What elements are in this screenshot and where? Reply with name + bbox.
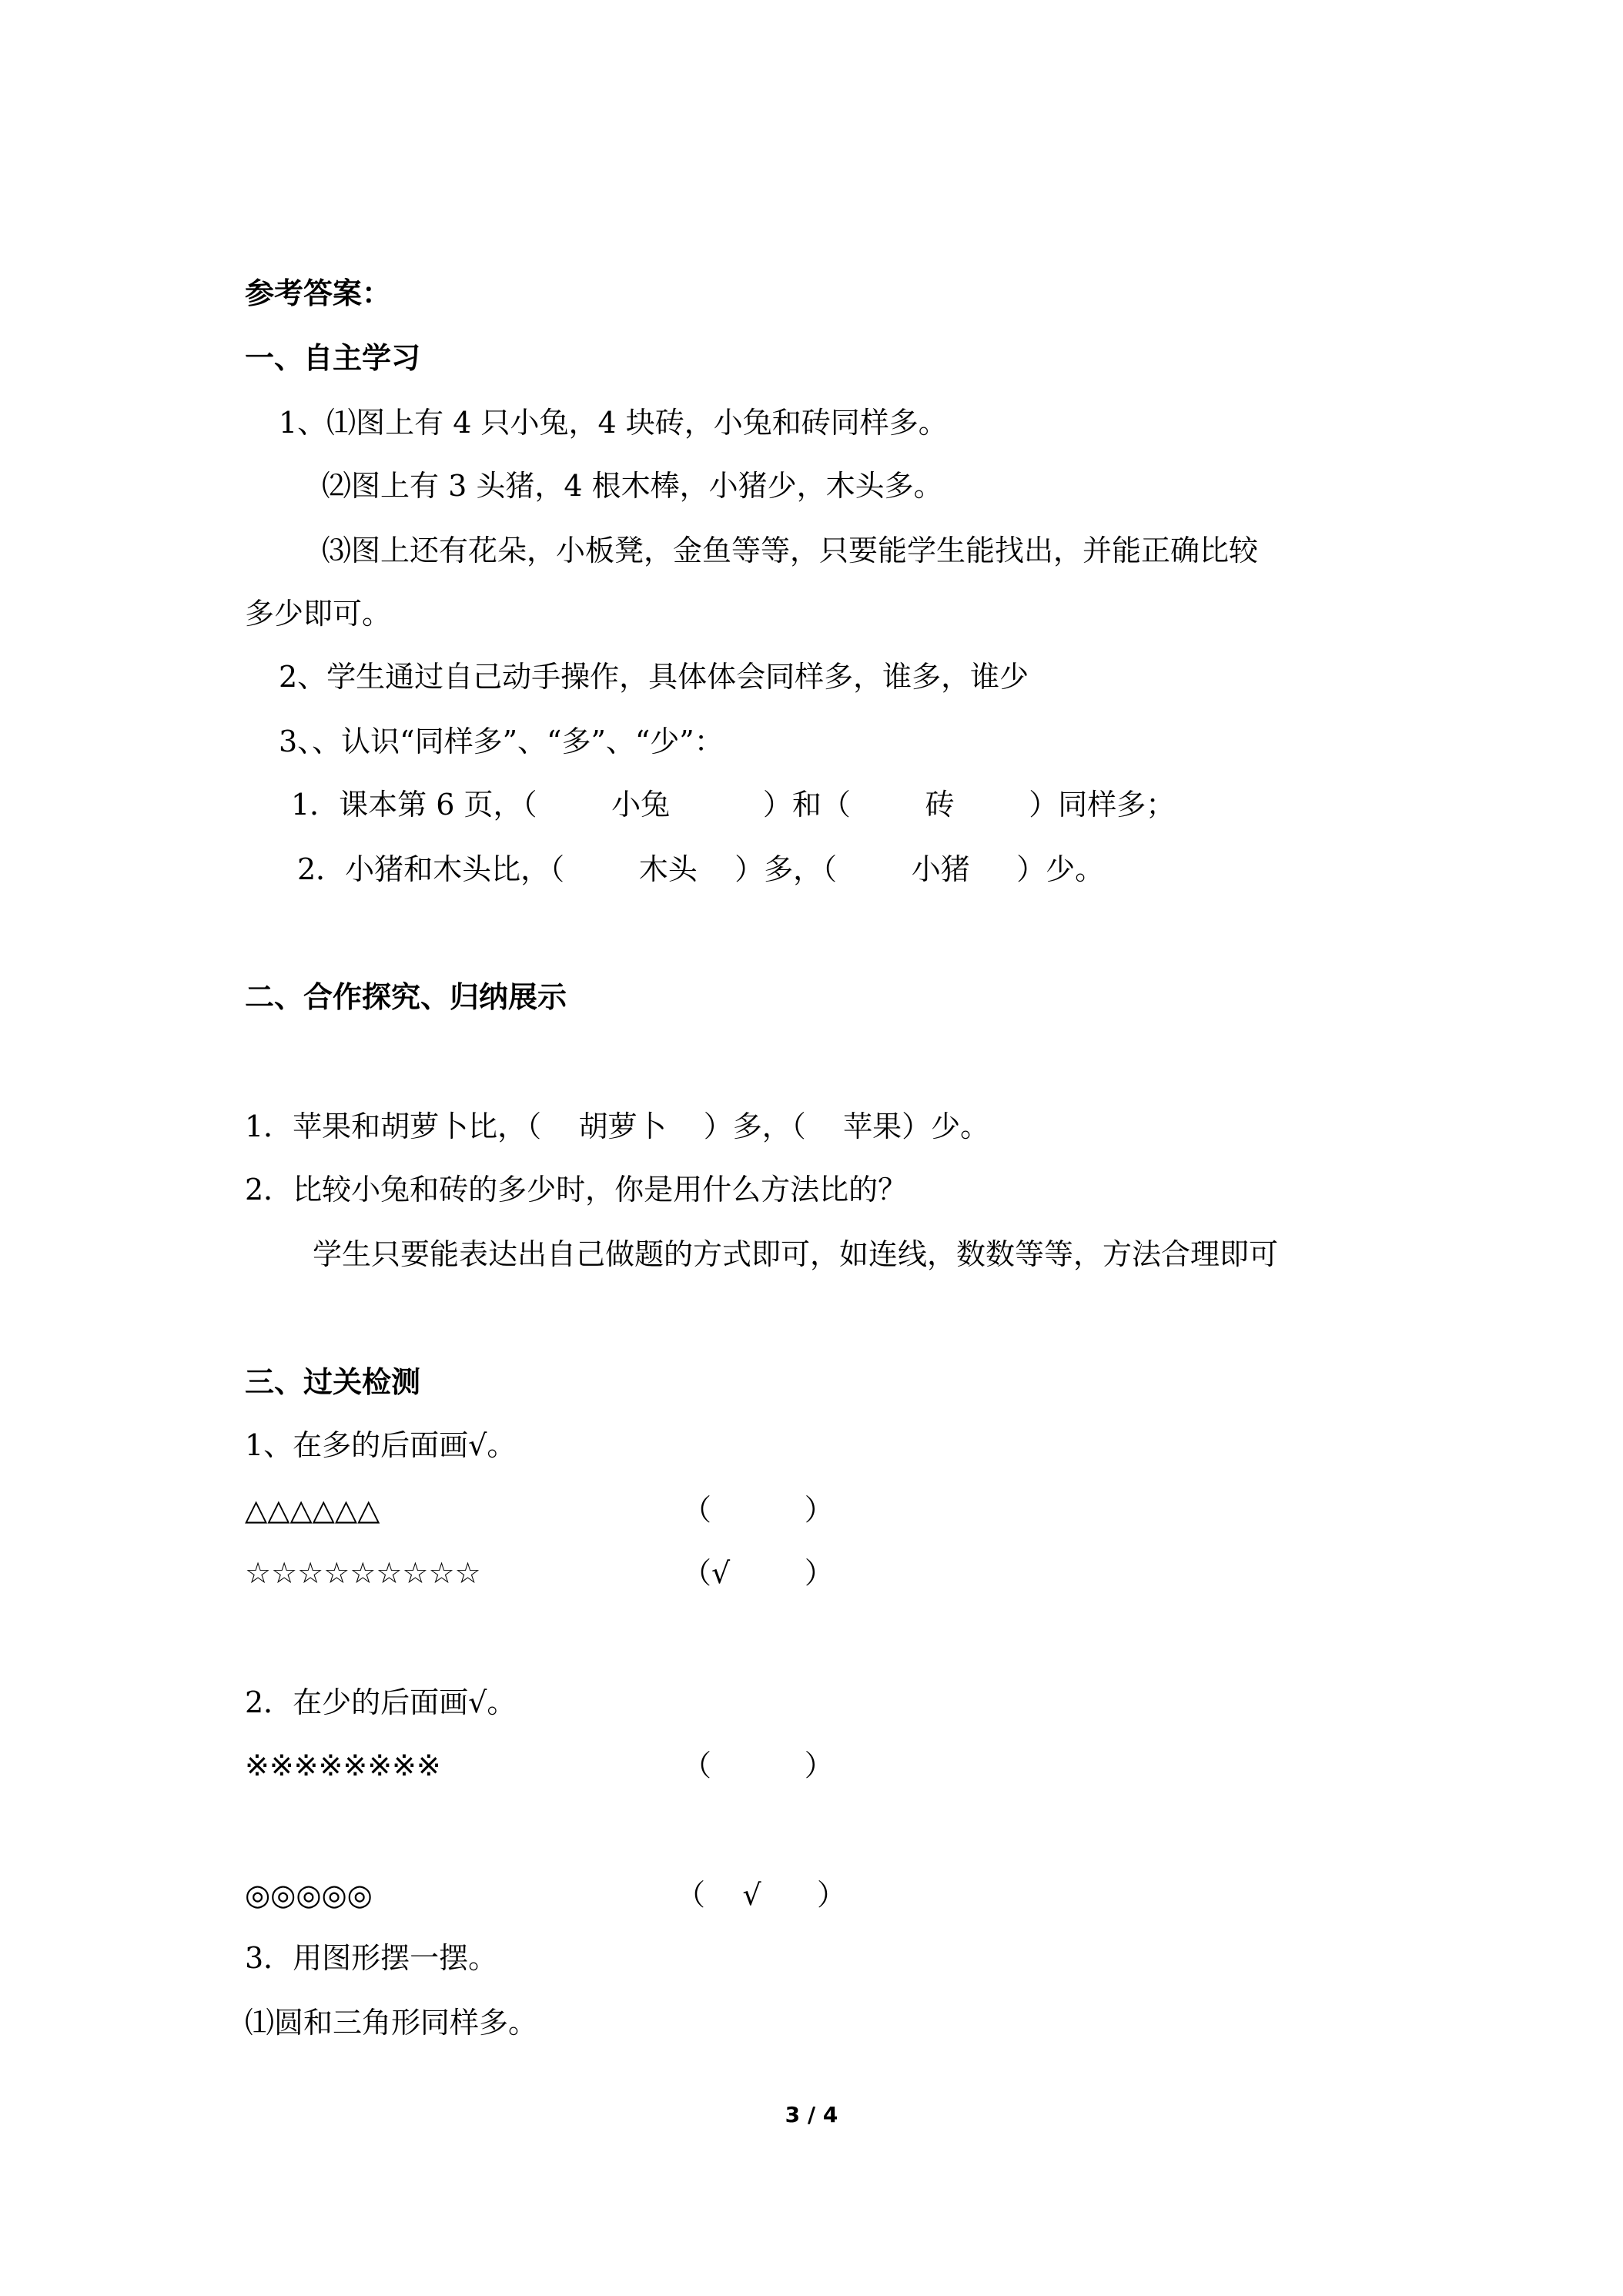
- s2-q1: 1．苹果和胡萝卜比，（ 胡萝卜 ）多，（ 苹果）少。: [245, 1110, 990, 1143]
- s3-q3-1: ⑴圆和三角形同样多。: [245, 2006, 538, 2040]
- s1-q3-2: 2．小猪和木头比，（ 木头 ）多，（ 小猪 ）少。: [297, 852, 1105, 886]
- s1-q2: 2、学生通过自己动手操作，具体体会同样多，谁多，谁少: [279, 660, 1029, 694]
- s1-q1a: 1、⑴图上有 4 只小兔，4 块砖，小兔和砖同样多。: [279, 406, 948, 440]
- section2-heading: 二、合作探究、归纳展示: [245, 980, 567, 1014]
- answers-title: 参考答案：: [245, 276, 392, 310]
- section3-heading: 三、过关检测: [245, 1365, 421, 1399]
- s1-q1c: ⑶图上还有花朵，小板凳，金鱼等等，只要能学生能找出，并能正确比较: [322, 534, 1259, 567]
- s1-q3: 3、、认识“同样多”、“多”、“少”：: [279, 725, 724, 758]
- s1-q1b: ⑵图上有 3 头猪，4 根木棒，小猪少，木头多。: [322, 469, 943, 503]
- s3-row4-paren: （ √ ）: [676, 1878, 847, 1912]
- s3-row3-shapes: ※※※※※※※※: [245, 1749, 441, 1782]
- s3-row1-paren: （ ）: [682, 1493, 834, 1527]
- s3-row2-paren: （√ ）: [682, 1556, 834, 1590]
- s3-q3: 3．用图形摆一摆。: [245, 1941, 498, 1975]
- s2-q2: 2．比较小兔和砖的多少时，你是用什么方法比的？: [245, 1173, 908, 1207]
- s1-q1c-cont: 多少即可。: [245, 597, 392, 631]
- s3-q2: 2．在少的后面画√。: [245, 1685, 517, 1719]
- s3-row4-shapes: ◎◎◎◎◎: [245, 1878, 373, 1912]
- section1-heading: 一、自主学习: [245, 341, 421, 375]
- s1-q3-1: 1．课本第 6 页，（ 小兔 ）和（ 砖 ）同样多；: [291, 788, 1176, 822]
- s3-row2-shapes: ☆☆☆☆☆☆☆☆☆: [245, 1556, 481, 1590]
- s3-row3-paren: （ ）: [682, 1749, 834, 1782]
- s3-row1-shapes: △△△△△△: [245, 1493, 380, 1527]
- s2-q2-answer: 学生只要能表达出自己做题的方式即可，如连线，数数等等，方法合理即可: [313, 1237, 1279, 1271]
- s3-q1: 1、在多的后面画√。: [245, 1428, 517, 1462]
- page-number: 3 / 4: [785, 2102, 838, 2127]
